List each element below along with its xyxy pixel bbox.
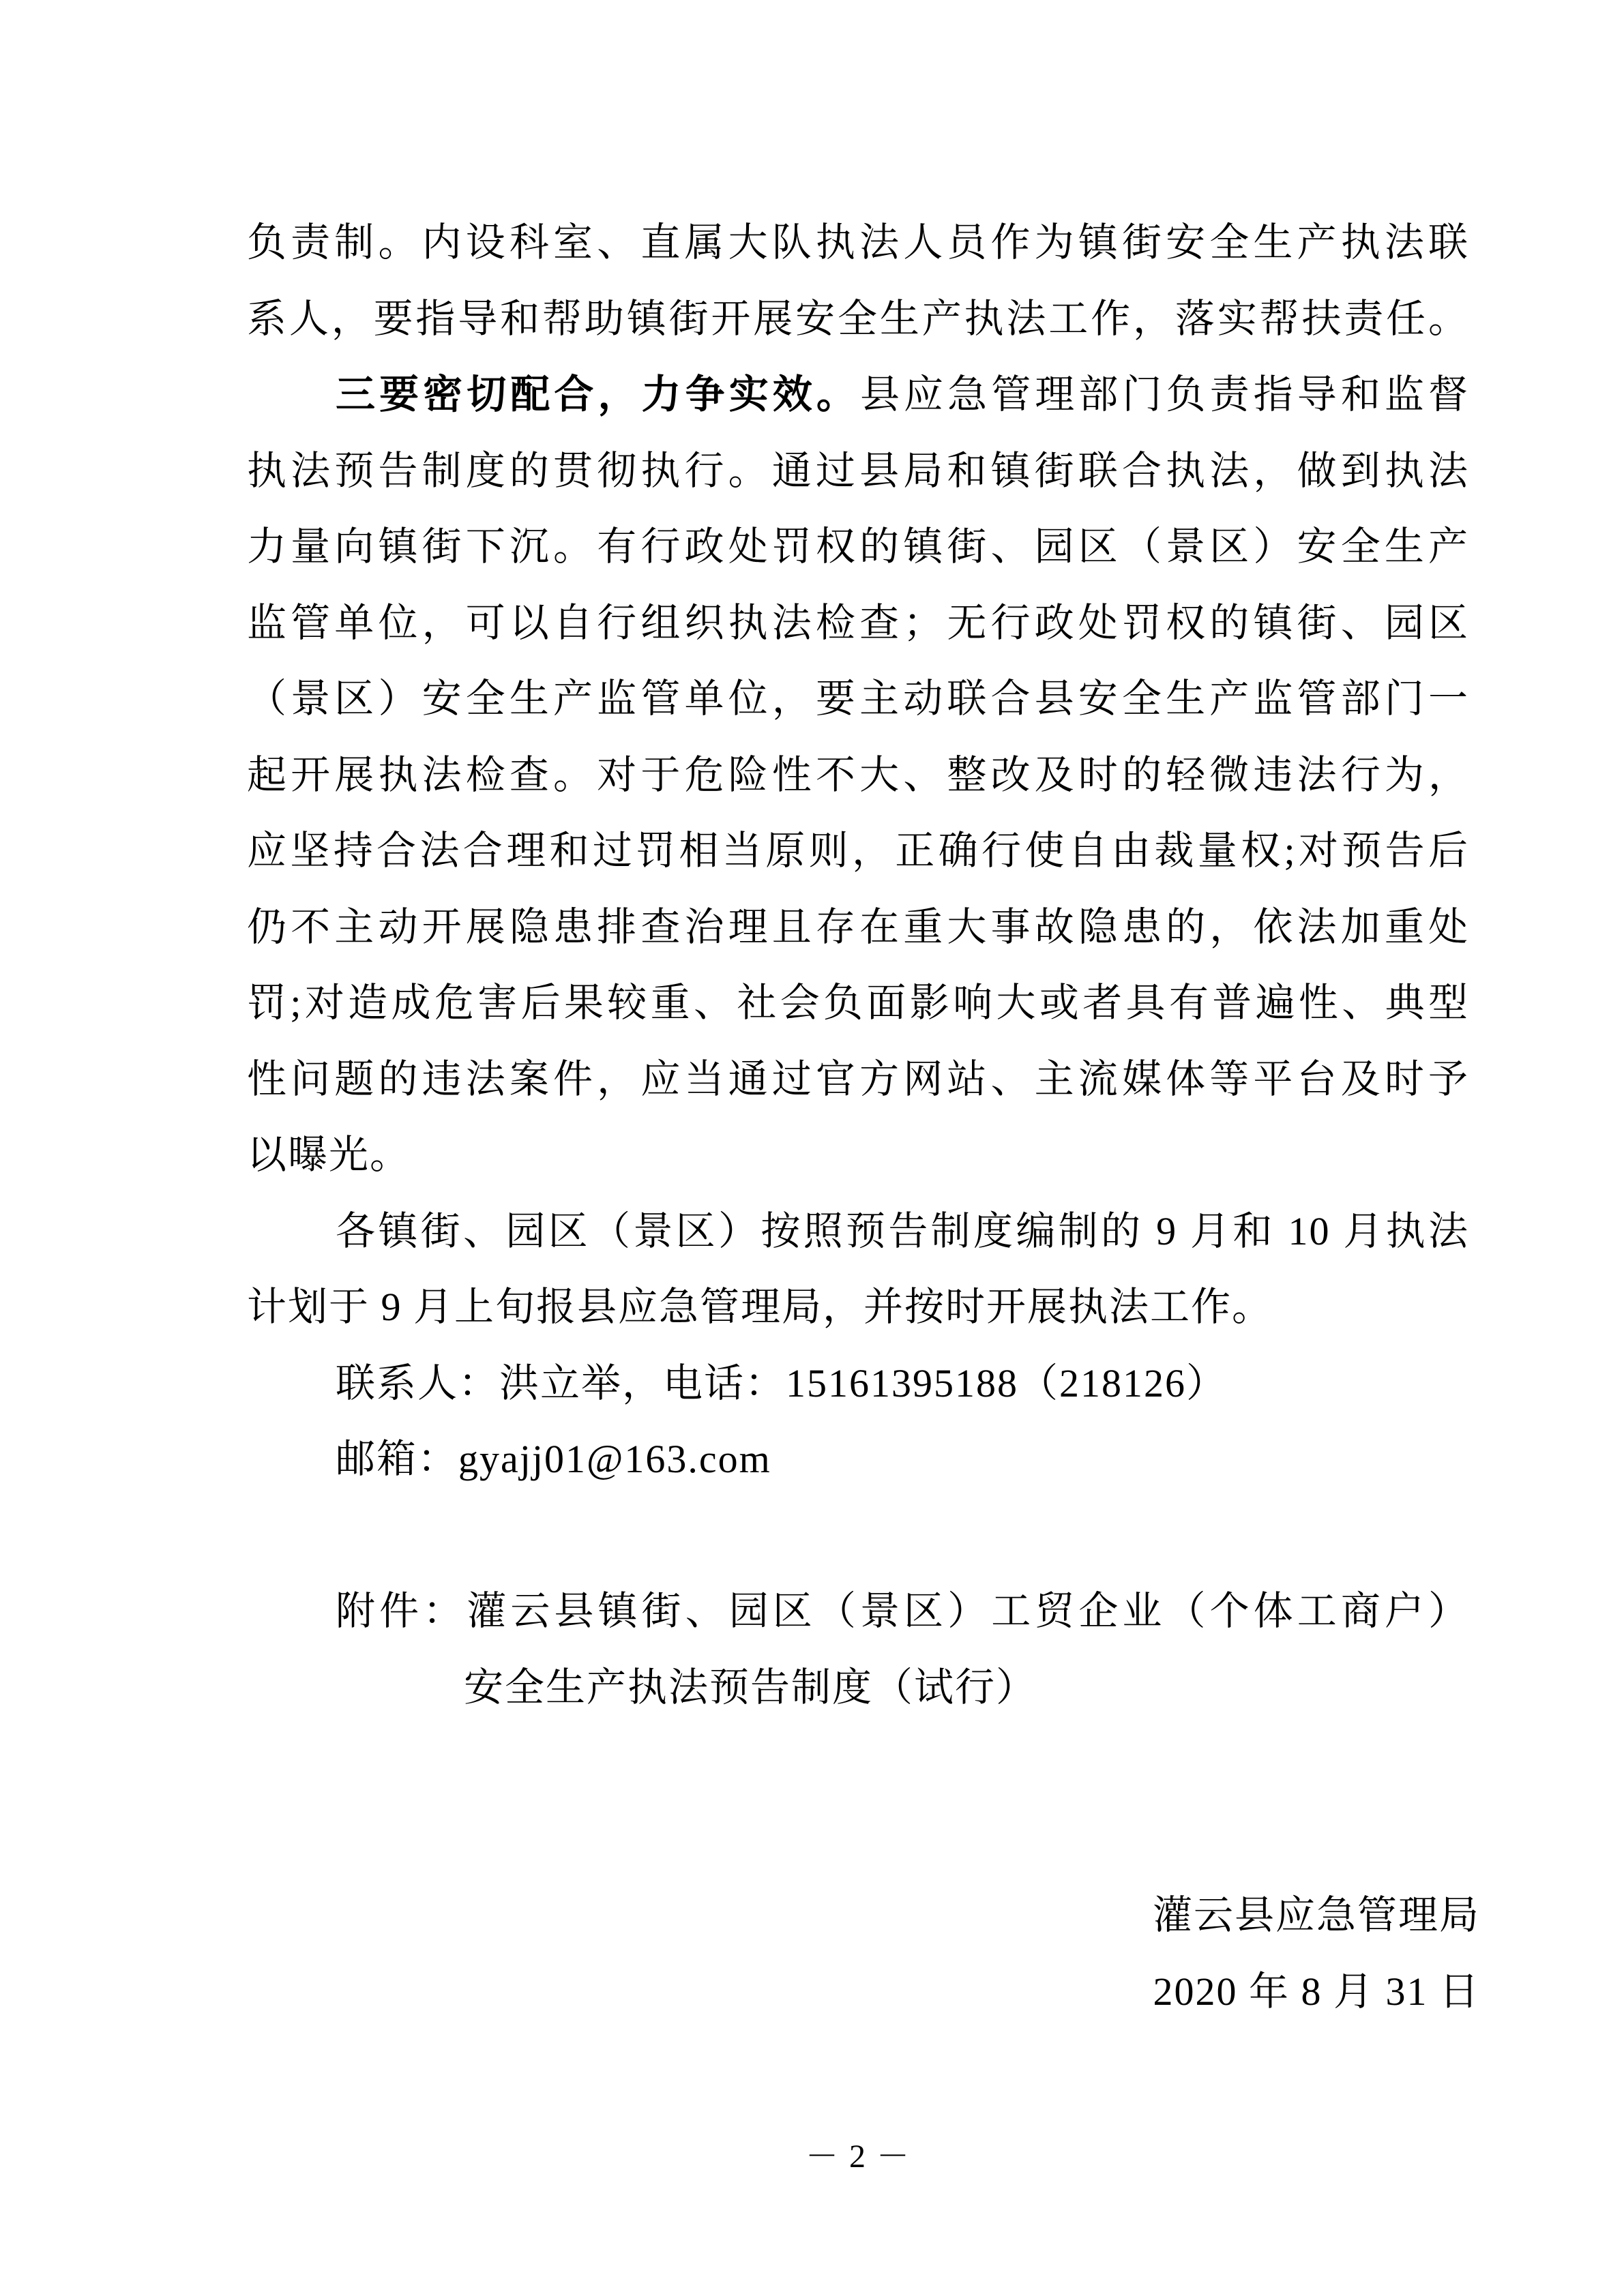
paragraph-three-line-9: 罚;对造成危害后果较重、社会负面影响大或者具有普遍性、典型 bbox=[247, 981, 1469, 1025]
document-body bbox=[247, 205, 1480, 2029]
paragraph-three-line-3: 力量向镇街下沉。有行政处罚权的镇街、园区（景区）安全生产 bbox=[247, 524, 1469, 569]
blank-line bbox=[247, 1802, 1469, 1878]
paragraph-plan-line-1: 各镇街、园区（景区）按照预告制度编制的 9 月和 10 月执法 bbox=[336, 1208, 1469, 1253]
signature-organization: 灌云县应急管理局 bbox=[1152, 1893, 1480, 1937]
paragraph-three-line-6: 起开展执法检查。对于危险性不大、整改及时的轻微违法行为， bbox=[247, 752, 1469, 797]
paragraph-three-line-8: 仍不主动开展隐患排查治理且存在重大事故隐患的，依法加重处 bbox=[247, 904, 1469, 949]
paragraph-three-line-11: 以曝光。 bbox=[247, 1133, 411, 1177]
paragraph-three-line-2: 执法预告制度的贯彻执行。通过县局和镇街联合执法，做到执法 bbox=[247, 448, 1469, 493]
attachment-line-2: 安全生产执法预告制度（试行） bbox=[464, 1665, 1037, 1710]
paragraph-three-line-5: （景区）安全生产监管单位，要主动联合县安全生产监管部门一 bbox=[247, 676, 1469, 721]
paragraph-three-line-7: 应坚持合法合理和过罚相当原则，正确行使自由裁量权;对预告后 bbox=[247, 829, 1469, 873]
contact-email-line: 邮箱：gyajj01@163.com bbox=[336, 1437, 771, 1481]
blank-line bbox=[247, 1725, 1469, 1802]
blank-line bbox=[247, 1497, 1469, 1574]
paragraph-continuation-line-2: 系人，要指导和帮助镇街开展安全生产执法工作，落实帮扶责任。 bbox=[247, 296, 1469, 341]
paragraph-three-line-1-rest: 县应急管理部门负责指导和监督 bbox=[859, 372, 1469, 417]
contact-person-line: 联系人：洪立举，电话：15161395188（218126） bbox=[336, 1360, 1228, 1405]
attachment-line-1: 附件：灌云县镇街、园区（景区）工贸企业（个体工商户） bbox=[336, 1589, 1469, 1633]
signature-date: 2020 年 8 月 31 日 bbox=[1153, 1969, 1480, 2014]
page-number: － 2 － bbox=[805, 2138, 911, 2175]
paragraph-three-line-4: 监管单位，可以自行组织执法检查；无行政处罚权的镇街、园区 bbox=[247, 600, 1469, 645]
paragraph-three-line-1 bbox=[247, 357, 1469, 433]
paragraph-plan-line-2: 计划于 9 月上旬报县应急管理局，并按时开展执法工作。 bbox=[247, 1285, 1273, 1329]
paragraph-three-line-10: 性问题的违法案件，应当通过官方网站、主流媒体等平台及时予 bbox=[247, 1056, 1469, 1101]
section-three-heading: 三要密切配合，力争实效。 bbox=[336, 372, 860, 417]
paragraph-continuation-line-1: 负责制。内设科室、直属大队执法人员作为镇街安全生产执法联 bbox=[247, 220, 1469, 265]
